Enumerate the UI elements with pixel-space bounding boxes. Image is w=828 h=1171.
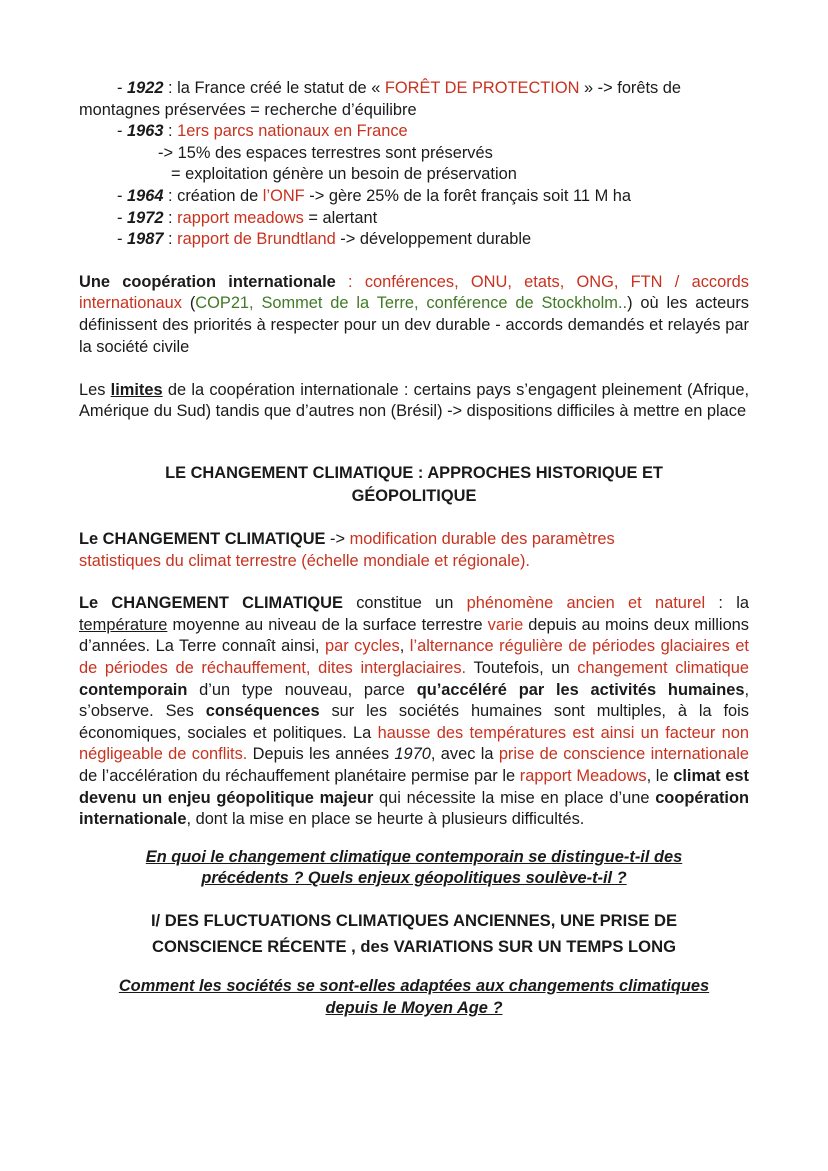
text: , bbox=[399, 637, 410, 656]
timeline-item-1922 bbox=[79, 78, 749, 121]
spacer bbox=[79, 251, 749, 272]
sub-point: = exploitation génère un besoin de préservation bbox=[171, 165, 517, 184]
question-line: précédents ? Quels enjeux géopolitiques soulève-t-il ? bbox=[201, 869, 627, 888]
timeline-line-continuation: montagnes préservées = recherche d’équilibre bbox=[79, 100, 417, 119]
text: : la bbox=[705, 594, 750, 613]
highlight-text: statistiques du climat terrestre (échelle mondiale et régionale). bbox=[79, 551, 530, 570]
highlight-text: varie bbox=[487, 615, 524, 634]
text: constitue un bbox=[342, 594, 467, 613]
limits-paragraph bbox=[79, 380, 749, 423]
highlight-text: rapport Meadows bbox=[519, 767, 647, 786]
text: : bbox=[335, 272, 365, 291]
underlined-text: température bbox=[79, 615, 168, 634]
text: qui nécessite la mise en place d’une bbox=[373, 788, 656, 807]
bullet-dash: - bbox=[117, 122, 128, 141]
highlight-text: modification durable des paramètres bbox=[349, 530, 615, 549]
bold-term: Le CHANGEMENT CLIMATIQUE bbox=[79, 530, 326, 549]
year-label: 1972 bbox=[127, 208, 164, 227]
bold-term: coopération internationale bbox=[79, 788, 749, 829]
highlight-text: l’alternance régulière de périodes glaciaires et de périodes de réchauffement, dites interglaciaires. bbox=[79, 637, 749, 678]
highlight-text: par cycles bbox=[324, 637, 400, 656]
spacer bbox=[79, 423, 749, 463]
part1-question bbox=[79, 976, 749, 1019]
bold-term: conséquences bbox=[205, 702, 320, 721]
text: : la France créé le statut de « bbox=[163, 79, 385, 97]
highlight-text: FORÊT DE PROTECTION bbox=[384, 79, 580, 97]
bold-term: qu’accéléré par les activités humaines bbox=[416, 680, 745, 699]
year-label: 1963 bbox=[127, 122, 164, 141]
year-label: 1922 bbox=[127, 79, 164, 97]
italic-text: 1970 bbox=[394, 745, 431, 764]
bullet-dash: - bbox=[117, 208, 128, 227]
text: de l’accélération du réchauffement planétaire permise par le bbox=[79, 767, 520, 786]
bold-term: limites bbox=[110, 380, 163, 399]
timeline-item-1987 bbox=[79, 229, 749, 251]
question-line: En quoi le changement climatique contemporain se distingue-t-il des bbox=[145, 847, 683, 866]
highlight-text: conférences, ONU, etats, ONG, FTN / accords internationaux bbox=[79, 272, 749, 313]
spacer bbox=[79, 890, 749, 908]
text: ) où les acteurs définissent des priorités à respecter pour un dev durable - accords demandés et relayés par la société civile bbox=[79, 294, 750, 356]
document-page bbox=[79, 78, 749, 1019]
bold-term: Le CHANGEMENT CLIMATIQUE bbox=[79, 594, 343, 613]
question-line: Comment les sociétés se sont-elles adaptées aux changements climatiques bbox=[118, 977, 710, 995]
main-paragraph bbox=[79, 593, 749, 831]
question-line: depuis le Moyen Age ? bbox=[325, 998, 503, 1017]
title-line: LE CHANGEMENT CLIMATIQUE : APPROCHES HISTORIQUE ET bbox=[165, 463, 663, 482]
highlight-text: rapport de Brundtland bbox=[177, 230, 336, 249]
text: » -> forêts de bbox=[579, 79, 682, 97]
bold-term: Une coopération internationale bbox=[79, 272, 336, 291]
part1-heading bbox=[79, 908, 749, 960]
spacer bbox=[79, 572, 749, 593]
problematique bbox=[79, 847, 749, 890]
definition-paragraph bbox=[79, 529, 749, 572]
text: , s’observe. Ses bbox=[79, 680, 750, 721]
title-line: GÉOPOLITIQUE bbox=[351, 486, 477, 505]
highlight-text: l’ONF bbox=[262, 186, 305, 205]
bullet-dash: - bbox=[117, 186, 128, 205]
text: , le bbox=[646, 767, 674, 786]
highlight-text: rapport meadows bbox=[177, 208, 304, 227]
timeline-line bbox=[79, 78, 749, 100]
text: depuis au moins deux millions d’années. La Terre connaît ainsi, bbox=[79, 615, 749, 656]
heading-line: CONSCIENCE RÉCENTE , des VARIATIONS SUR UN TEMPS LONG bbox=[152, 937, 676, 956]
year-label: 1964 bbox=[127, 186, 164, 205]
text: : bbox=[163, 208, 178, 227]
bullet-dash: - bbox=[117, 230, 128, 249]
text: , avec la bbox=[430, 745, 499, 764]
text: Les bbox=[79, 380, 111, 399]
section-title bbox=[79, 463, 749, 507]
highlight-text: hausse des températures est ainsi un facteur non négligeable de conflits. bbox=[79, 723, 749, 764]
timeline-item-1963 bbox=[79, 121, 749, 186]
timeline-item-1964 bbox=[79, 186, 749, 208]
heading-line: I/ DES FLUCTUATIONS CLIMATIQUES ANCIENNES, UNE PRISE DE bbox=[150, 911, 678, 930]
text: Toutefois, un bbox=[466, 659, 578, 678]
text: ( bbox=[181, 294, 196, 313]
text: : création de bbox=[163, 186, 263, 205]
text: , dont la mise en place se heurte à plusieurs difficultés. bbox=[186, 810, 585, 829]
text: sur les sociétés humaines sont multiples, à la fois économiques, sociales et politiques. La bbox=[79, 702, 749, 742]
text: : bbox=[163, 122, 178, 141]
text: moyenne au niveau de la surface terrestre bbox=[167, 615, 488, 634]
coop-paragraph bbox=[79, 272, 749, 358]
bullet-dash: - bbox=[117, 79, 128, 97]
spacer bbox=[79, 507, 749, 529]
text: = alertant bbox=[303, 208, 378, 227]
text: : bbox=[163, 230, 178, 249]
text: -> développement durable bbox=[335, 230, 532, 249]
text: de la coopération internationale : certains pays s’engagent pleinement (Afrique, Amérique du Sud) tandis que d’autres non (Brésil) -> dispositions difficiles à mettre en place bbox=[79, 380, 749, 421]
text: -> bbox=[325, 530, 350, 549]
example-text: COP21, Sommet de la Terre, conférence de Stockholm.. bbox=[195, 294, 628, 313]
spacer bbox=[79, 358, 749, 380]
text: d’un type nouveau, parce bbox=[187, 680, 417, 699]
highlight-text: changement climatique bbox=[577, 659, 749, 678]
text: Depuis les années bbox=[247, 745, 395, 764]
text: -> gère 25% de la forêt français soit 11 M ha bbox=[304, 186, 632, 205]
sub-point: -> 15% des espaces terrestres sont préservés bbox=[158, 143, 493, 162]
highlight-text: prise de conscience internationale bbox=[498, 745, 749, 764]
spacer bbox=[79, 960, 749, 976]
highlight-text: 1ers parcs nationaux en France bbox=[177, 122, 408, 141]
bold-term: climat est devenu un enjeu géopolitique majeur bbox=[79, 767, 749, 807]
spacer bbox=[79, 831, 749, 847]
highlight-text: phénomène ancien et naturel bbox=[466, 594, 706, 613]
timeline-line bbox=[79, 121, 749, 143]
timeline-item-1972 bbox=[79, 208, 749, 230]
bold-term: contemporain bbox=[79, 680, 188, 699]
year-label: 1987 bbox=[127, 230, 164, 249]
